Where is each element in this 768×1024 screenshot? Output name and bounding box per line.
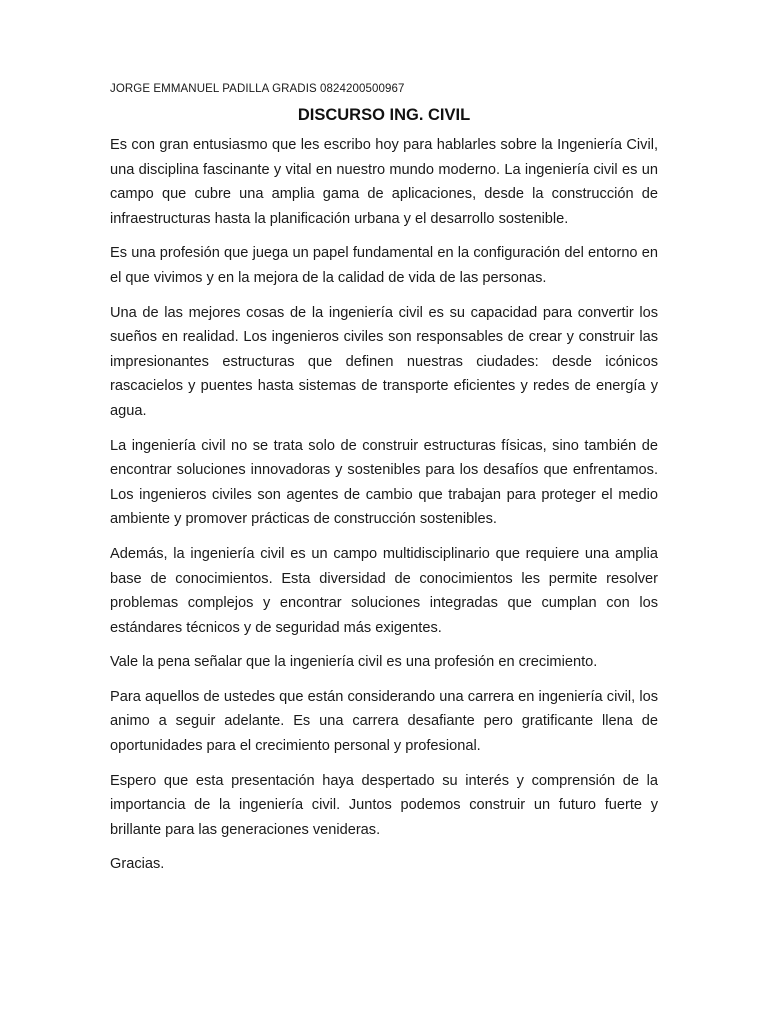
document-title: DISCURSO ING. CIVIL [297, 106, 471, 124]
paragraph-6: Vale la pena señalar que la ingeniería civil es una profesión en crecimiento. [110, 654, 598, 671]
paragraph-3: Una de las mejores cosas de la ingeniería civil es su capacidad para convertir los sueños en realidad. Los ingenieros civiles son responsables de crear y construir las impresionantes estructuras que definen nuestras ciudades: desde icónicos rascacielos y puentes hasta sistemas de transporte eficientes y redes de energía y agua. [110, 304, 658, 419]
paragraph-7: Para aquellos de ustedes que están considerando una carrera en ingeniería civil, los animo a seguir adelante. Es una carrera desafiante pero gratificante llena de oportunidades para el crecimiento personal y profesional. [110, 688, 658, 755]
author-header: JORGE EMMANUEL PADILLA GRADIS 0824200500967 [110, 83, 405, 95]
paragraph-4: La ingeniería civil no se trata solo de construir estructuras físicas, sino también de encontrar soluciones innovadoras y sostenibles para los desafíos que enfrentamos. Los ingenieros civiles son agentes de cambio que trabajan para proteger el medio ambiente y promover prácticas de construcción sostenibles. [110, 437, 658, 528]
paragraph-2: Es una profesión que juega un papel fundamental en la configuración del entorno en el que vivimos y en la mejora de la calidad de vida de las personas. [110, 245, 658, 286]
document-body [110, 133, 658, 877]
paragraph-8: Espero que esta presentación haya despertado su interés y comprensión de la importancia de la ingeniería civil. Juntos podemos construir un futuro fuerte y brillante para las generaciones venideras. [110, 772, 658, 838]
closing-text: Gracias. [110, 856, 165, 873]
paragraph-1: Es con gran entusiasmo que les escribo hoy para hablarles sobre la Ingeniería Civil, una disciplina fascinante y vital en nuestro mundo moderno. La ingeniería civil es un campo que cubre una amplia gama de aplicaciones, desde la construcción de infraestructuras hasta la planificación urbana y el desarrollo sostenible. [110, 137, 658, 227]
paragraph-5: Además, la ingeniería civil es un campo multidisciplinario que requiere una amplia base de conocimientos. Esta diversidad de conocimientos les permite resolver problemas complejos y encontrar soluciones integradas que cumplan con los estándares técnicos y de seguridad más exigentes. [110, 545, 658, 636]
